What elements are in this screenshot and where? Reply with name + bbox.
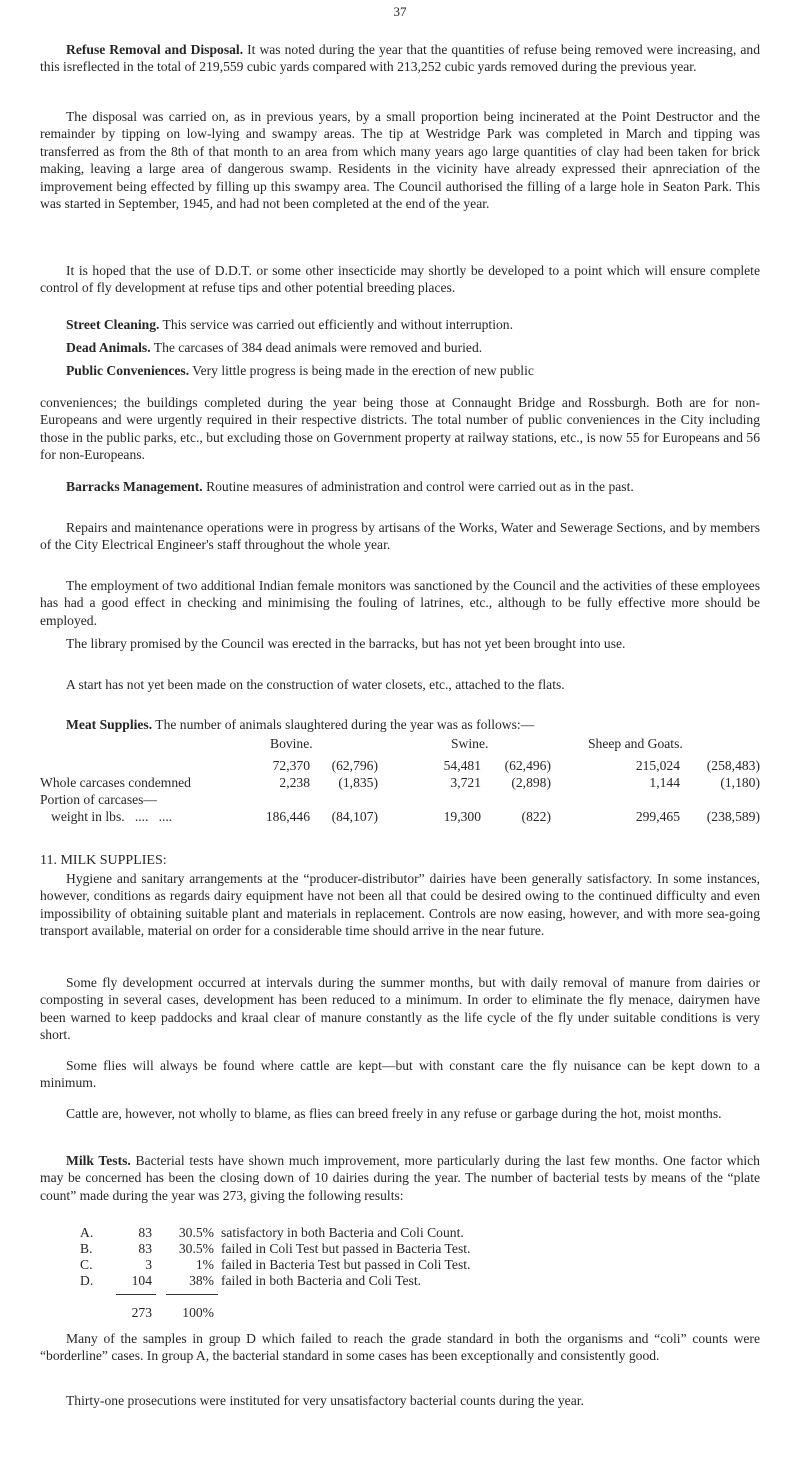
- flies-text-1: Some fly development occurred at intervals during the summer months, but with daily removal of manure from dairies or composting in several cases, development has been reduced to a minimum. In order to eliminate the fly menace, dairymen have been warned to keep paddocks and kraal clear of manure constantly as the life cycle of the fly under suitable conditions is very short.: [40, 975, 760, 1043]
- barracks-heading: Barracks Management.: [66, 479, 203, 494]
- result-group: B.: [80, 1241, 93, 1256]
- percent-total-rule: [166, 1294, 218, 1295]
- meat-text: The number of animals slaughtered during the year was as follows:—: [152, 717, 535, 732]
- sheep-portion-weight-prev: (238,589): [706, 809, 760, 824]
- meat-supplies-paragraph: [40, 716, 760, 733]
- barracks-text: Routine measures of administration and control were carried out as in the past.: [202, 479, 634, 494]
- bovine-slaughtered: 72,370: [272, 758, 310, 773]
- col-header-swine: Swine.: [451, 736, 489, 751]
- prosecutions-paragraph: [40, 1392, 760, 1409]
- row-label-weight-lbs: weight in lbs. .... ....: [51, 809, 173, 824]
- public-conveniences-paragraph: [40, 362, 760, 379]
- swine-condemned-prev: (2,898): [511, 775, 551, 790]
- bovine-condemned-prev: (1,835): [338, 775, 378, 790]
- col-header-bovine: Bovine.: [270, 736, 313, 751]
- result-percent: 38%: [189, 1273, 214, 1288]
- swine-slaughtered-prev: (62,496): [504, 758, 551, 773]
- library-paragraph: [40, 635, 760, 652]
- borderline-text: Many of the samples in group D which failed to reach the grade standard in both the organisms and “coli” counts were “borderline” cases. In group A, the bacterial standard in some cases has been exceptionally and consistently good.: [40, 1331, 760, 1364]
- cattle-paragraph: [40, 1105, 760, 1122]
- conveniences-text: conveniences; the buildings completed during the year being those at Connaught Bridge and Rossburgh. Both are for non-Europeans and were urgently required in their respective districts. The total number of public conveniences in the City including those in the public parks, etc., but excluding those on Government property at railway stations, etc., is now 55 for Europeans and 56 for non-Europeans.: [40, 395, 760, 463]
- milk-tests-heading: Milk Tests.: [66, 1153, 131, 1168]
- public-text: Very little progress is being made in the erection of new public: [189, 363, 534, 378]
- result-group: D.: [80, 1273, 94, 1288]
- meat-table: [40, 735, 760, 835]
- row-label-whole-carcases: Whole carcases condemned: [40, 775, 191, 790]
- result-description: failed in Bacteria Test but passed in Coli Test.: [221, 1257, 471, 1272]
- barracks-paragraph: [40, 478, 760, 495]
- bovine-slaughtered-prev: (62,796): [331, 758, 378, 773]
- result-count: 83: [138, 1225, 152, 1240]
- section-title: 11. MILK SUPPLIES:: [40, 853, 167, 868]
- flies-paragraph-1: [40, 974, 760, 1044]
- dead-animals-paragraph: [40, 339, 760, 356]
- street-text: This service was carried out efficiently and without interruption.: [159, 317, 513, 332]
- dead-text: The carcases of 384 dead animals were removed and buried.: [150, 340, 483, 355]
- sheep-condemned-prev: (1,180): [720, 775, 760, 790]
- result-count: 83: [138, 1241, 152, 1256]
- meat-heading: Meat Supplies.: [66, 717, 153, 732]
- bovine-portion-weight: 186,446: [265, 809, 310, 824]
- result-total-count: 273: [131, 1305, 152, 1320]
- sheep-portion-weight: 299,465: [635, 809, 680, 824]
- repairs-text: Repairs and maintenance operations were in progress by artisans of the Works, Water and Sewerage Sections, and by members of the City Electrical Engineer's staff throughout the whole year.: [40, 520, 760, 553]
- repairs-paragraph: [40, 519, 760, 554]
- result-description: failed in Coli Test but passed in Bacteria Test.: [221, 1241, 471, 1256]
- swine-portion-weight-prev: (822): [521, 809, 551, 824]
- disposal-paragraph: [40, 108, 760, 212]
- hygiene-text: Hygiene and sanitary arrangements at the “producer-distributor” dairies have been generally satisfactory. In some instances, however, conditions as regards dairy equipment have not been all that could be desired owing to the continued difficulty and even impossibility of obtaining suitable plant and materials in replacement. Controls are now easing, however, and with more sea-going transport available, material on order for a considerable time should arrive in the near future.: [40, 871, 760, 939]
- refuse-heading: Refuse Removal and Disposal.: [66, 42, 244, 57]
- street-heading: Street Cleaning.: [66, 317, 160, 332]
- ddt-text: It is hoped that the use of D.D.T. or some other insecticide may shortly be developed to a point which will ensure complete control of fly development at refuse tips and other potential breeding places.: [40, 263, 760, 296]
- result-total-percent: 100%: [182, 1305, 214, 1320]
- closets-text: A start has not yet been made on the construction of water closets, etc., attached to the flats.: [66, 677, 565, 692]
- milk-tests-paragraph: [40, 1152, 760, 1204]
- milk-tests-text: Bacterial tests have shown much improvement, more particularly during the last few months. One factor which may be concerned has been the closing down of 10 dairies during the year. The number of bacterial tests by means of the “plate count” made during the year was 273, giving the following results:: [40, 1153, 760, 1203]
- milk-results-table: [40, 1224, 760, 1344]
- flies-text-2: Some flies will always be found where cattle are kept—but with constant care the fly nuisance can be kept down to a minimum.: [40, 1058, 760, 1091]
- sheep-slaughtered: 215,024: [635, 758, 680, 773]
- result-percent: 30.5%: [178, 1225, 214, 1240]
- result-group: C.: [80, 1257, 93, 1272]
- result-description: satisfactory in both Bacteria and Coli Count.: [221, 1225, 464, 1240]
- street-cleaning-paragraph: [40, 316, 760, 333]
- flies-paragraph-2: [40, 1057, 760, 1092]
- count-total-rule: [116, 1294, 156, 1295]
- refuse-paragraph: [40, 41, 760, 76]
- employment-paragraph: [40, 577, 760, 629]
- page-number: 37: [393, 4, 407, 19]
- public-heading: Public Conveniences.: [66, 363, 190, 378]
- swine-portion-weight: 19,300: [443, 809, 481, 824]
- closets-paragraph: [40, 676, 760, 693]
- ddt-paragraph: [40, 262, 760, 297]
- library-text: The library promised by the Council was erected in the barracks, but has not yet been brought into use.: [66, 636, 626, 651]
- result-description: failed in both Bacteria and Coli Test.: [221, 1273, 422, 1288]
- result-group: A.: [80, 1225, 94, 1240]
- swine-condemned: 3,721: [450, 775, 481, 790]
- sheep-slaughtered-prev: (258,483): [706, 758, 760, 773]
- refuse-text: It was noted during the year that the quantities of refuse being removed were increasing, and this isreflected in the total of 219,559 cubic yards compared with 213,252 cubic yards removed during the previous year.: [40, 42, 760, 75]
- swine-slaughtered: 54,481: [443, 758, 481, 773]
- result-percent: 30.5%: [178, 1241, 214, 1256]
- borderline-paragraph: [40, 1330, 760, 1365]
- hygiene-paragraph: [40, 870, 760, 940]
- milk-supplies-heading: [40, 852, 760, 869]
- prosecutions-text: Thirty-one prosecutions were instituted for very unsatisfactory bacterial counts during the year.: [66, 1393, 584, 1408]
- result-percent: 1%: [195, 1257, 214, 1272]
- conveniences-paragraph: [40, 394, 760, 464]
- cattle-text: Cattle are, however, not wholly to blame, as flies can breed freely in any refuse or garbage during the hot, moist months.: [66, 1106, 722, 1121]
- employment-text: The employment of two additional Indian female monitors was sanctioned by the Council and the activities of these employees has had a good effect in checking and minimising the fouling of latrines, etc., although to be fully effective more should be employed.: [40, 578, 760, 628]
- result-count: 104: [131, 1273, 152, 1288]
- dead-heading: Dead Animals.: [66, 340, 151, 355]
- bovine-condemned: 2,238: [279, 775, 310, 790]
- row-label-portion-carcases: Portion of carcases—: [40, 792, 158, 807]
- disposal-text: The disposal was carried on, as in previous years, by a small proportion being incinerated at the Point Destructor and the remainder by tipping on low-lying and swampy areas. The tip at Westridge Park was completed in March and tipping was transferred as from the 8th of that month to an area from which many years ago large quantities of clay had been taken for brick making, leaving a large area of dangerous swamp. Residents in the vicinity have already expressed their apnreciation of the improvement being effected by filling up this swampy area. The Council authorised the filling of a large hole in Seaton Park. This was started in September, 1945, and had not been completed at the end of the year.: [40, 109, 760, 212]
- sheep-condemned: 1,144: [649, 775, 680, 790]
- bovine-portion-weight-prev: (84,107): [331, 809, 378, 824]
- col-header-sheep-goats: Sheep and Goats.: [588, 736, 683, 751]
- result-count: 3: [145, 1257, 152, 1272]
